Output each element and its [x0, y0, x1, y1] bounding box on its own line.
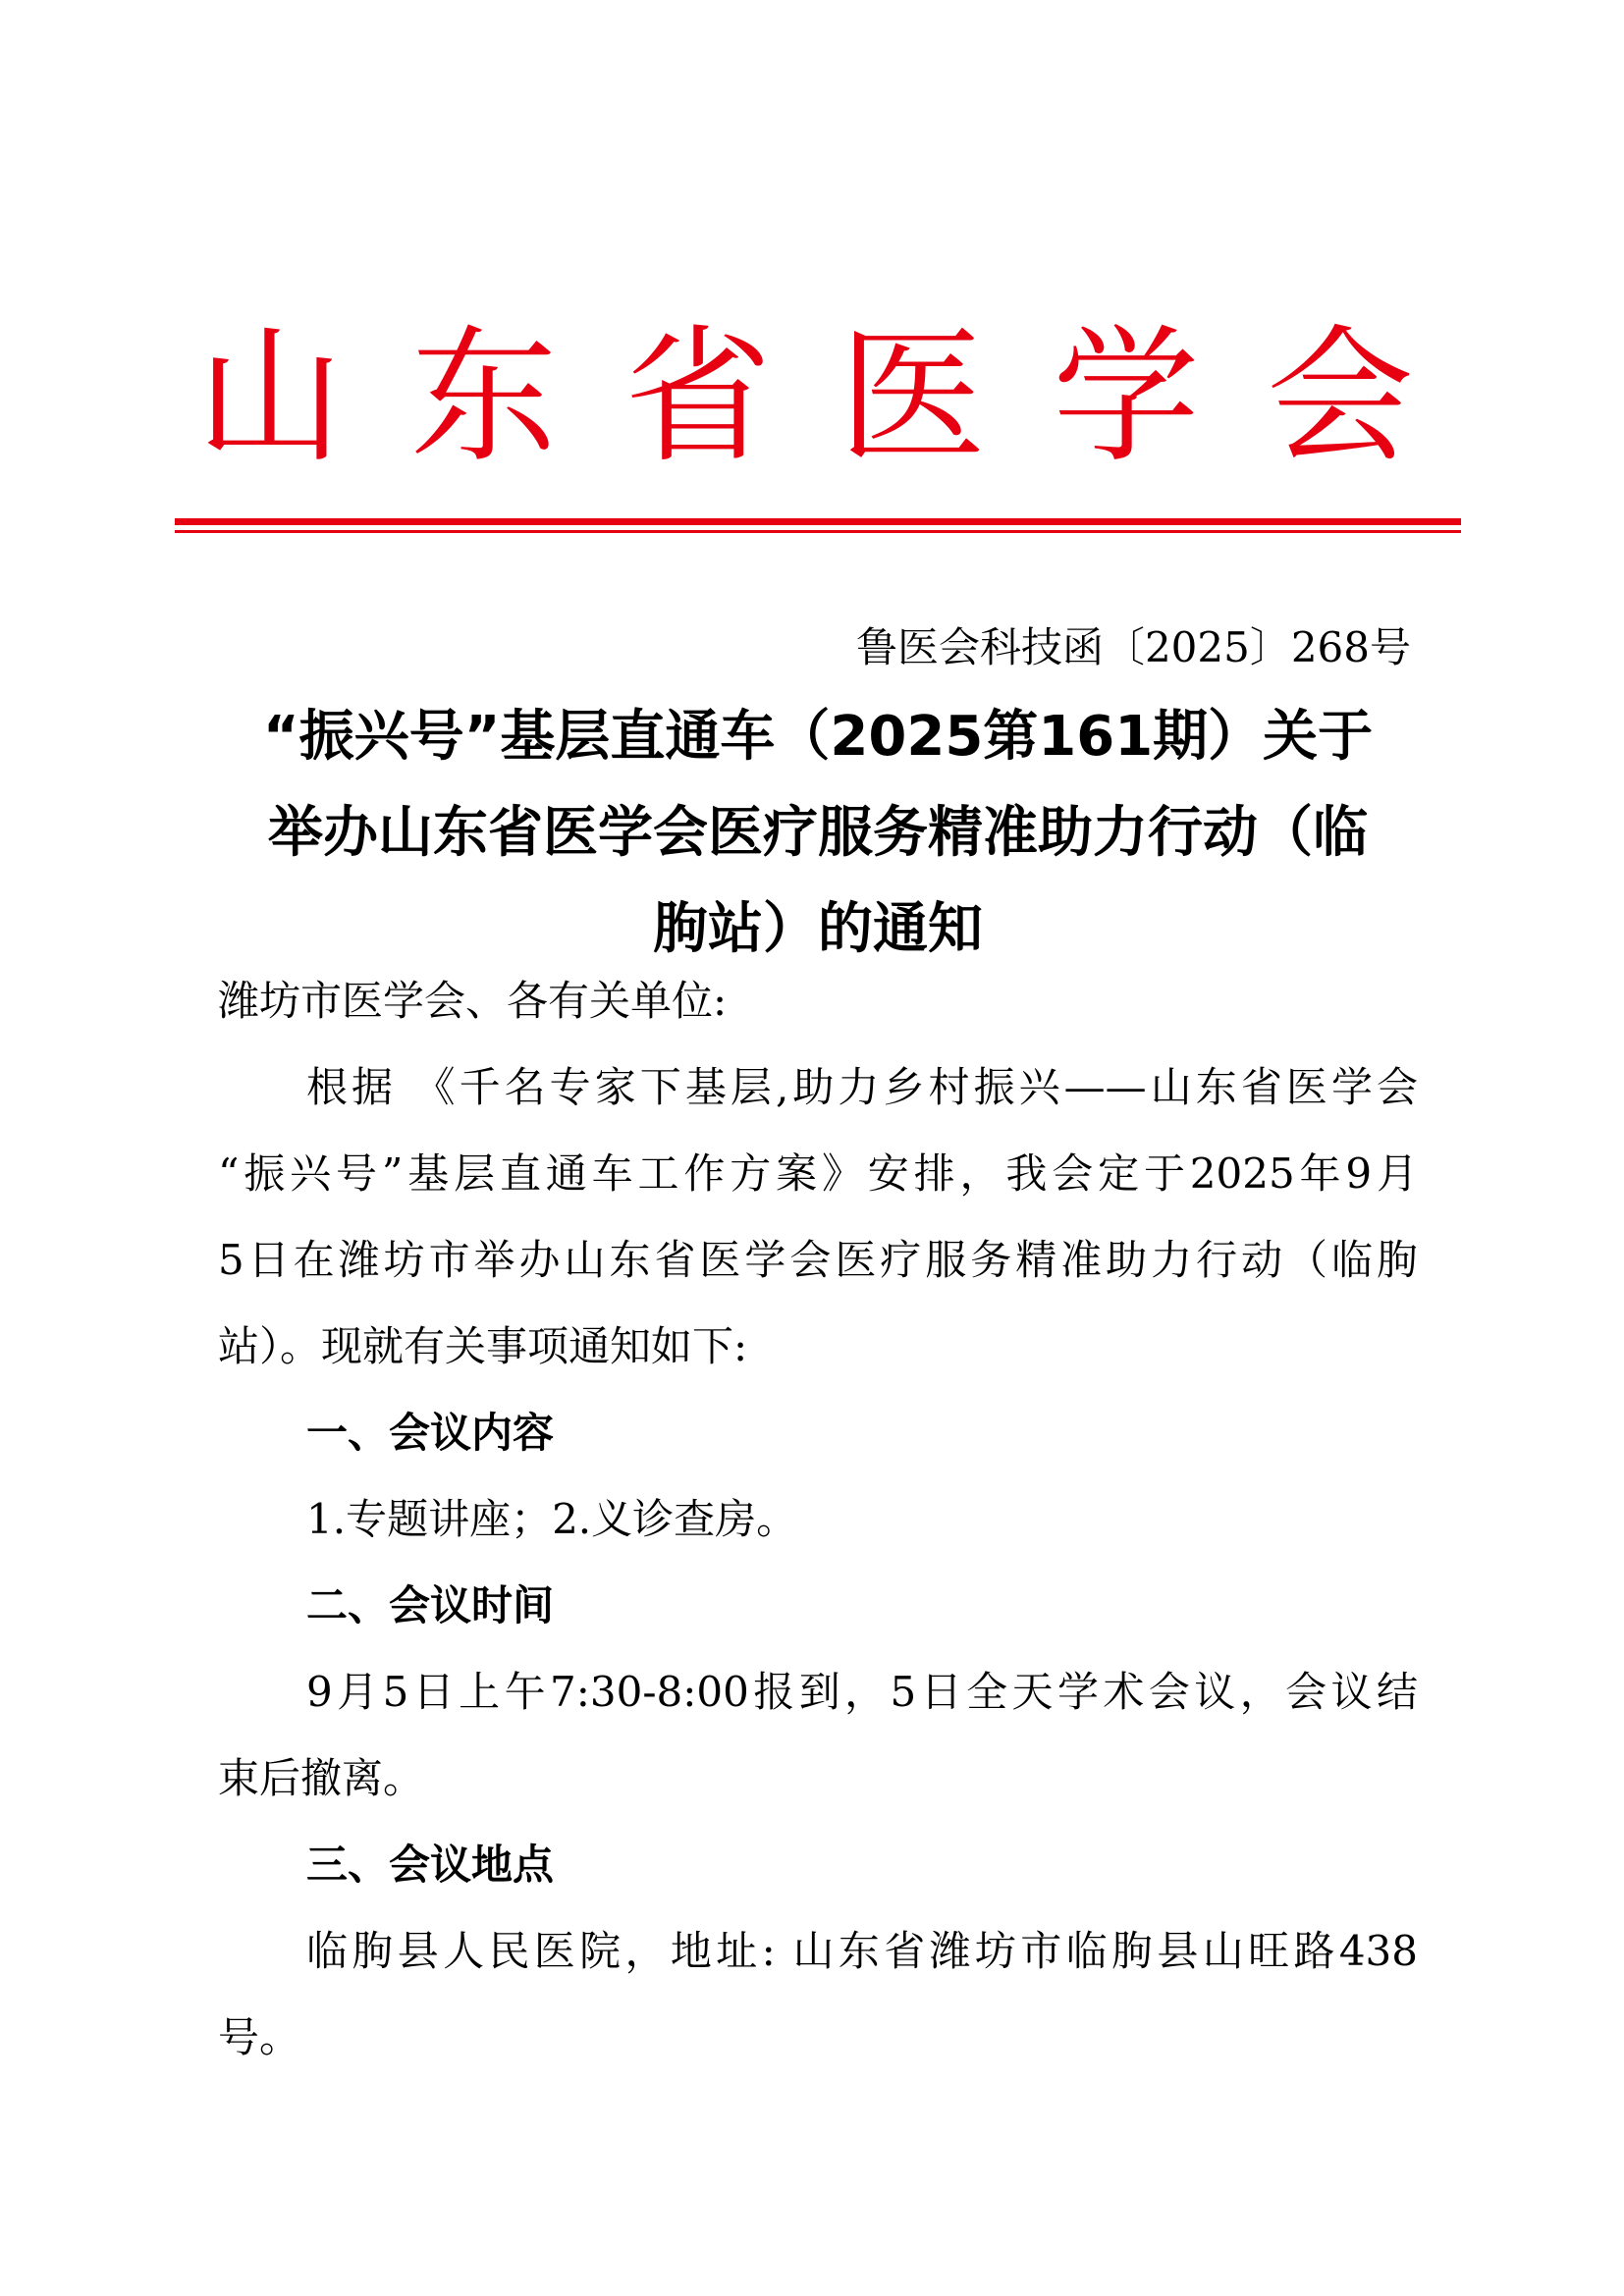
section-line: 9月5日上午7:30-8:00报到，5日全天学术会议，会议结	[306, 1668, 1418, 1716]
masthead-char: 省	[623, 312, 772, 483]
document-title	[218, 689, 1418, 978]
intro-line: “振兴号”基层直通车工作方案》安排，我会定于2025年9月	[218, 1149, 1418, 1198]
section-line: 临朐县人民医院，地址: 山东省潍坊市临朐县山旺路438	[306, 1927, 1418, 1975]
section-heading: 三、会议地点	[306, 1841, 555, 1889]
masthead-char: 医	[838, 312, 986, 483]
title-line: 朐站）的通知	[653, 897, 983, 961]
document-number: 鲁医会科技函〔2025〕268号	[855, 623, 1411, 671]
section-heading: 二、会议时间	[306, 1581, 555, 1629]
masthead-char: 学	[1052, 312, 1200, 483]
title-line: 举办山东省医学会医疗服务精准助力行动（临	[268, 801, 1368, 865]
intro-line: 根据 《千名专家下基层,助力乡村振兴——山东省医学会	[306, 1063, 1418, 1111]
section-line: 1.专题讲座；2.义诊查房。	[306, 1495, 798, 1543]
masthead-divider-thick	[175, 518, 1461, 525]
intro-line: 5日在潍坊市举办山东省医学会医疗服务精准助力行动（临朐	[218, 1236, 1418, 1284]
section-line: 束后撤离。	[218, 1754, 425, 1802]
masthead-char: 会	[1266, 312, 1414, 483]
masthead-char: 山	[196, 312, 345, 483]
organization-masthead	[196, 314, 1414, 481]
title-line: “振兴号”基层直通车（2025第161期）关于	[262, 705, 1374, 769]
section-heading: 一、会议内容	[306, 1409, 555, 1457]
section-line: 号。	[218, 2013, 301, 2061]
salutation: 潍坊市医学会、各有关单位:	[218, 977, 728, 1025]
masthead-divider-thin	[175, 530, 1461, 533]
intro-line: 站）。现就有关事项通知如下:	[218, 1322, 748, 1370]
masthead-char: 东	[409, 312, 558, 483]
